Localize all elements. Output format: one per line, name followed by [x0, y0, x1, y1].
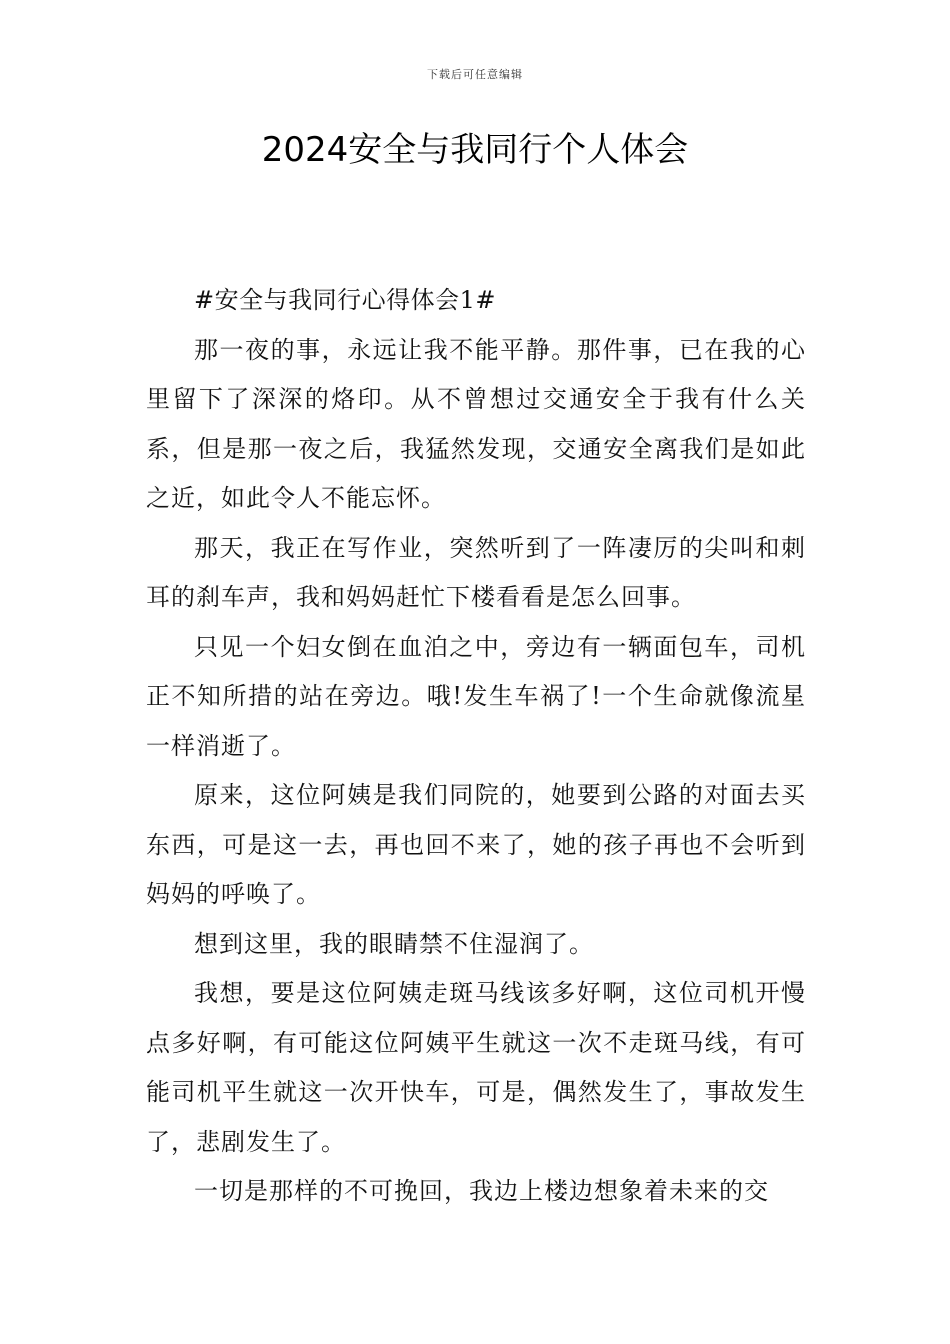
document-title: 2024安全与我同行个人体会: [261, 130, 689, 170]
paragraph: 原来，这位阿姨是我们同院的，她要到公路的对面去买东西，可是这一去，再也回不来了，她的孩子再也不会听到妈妈的呼唤了。: [146, 781, 806, 908]
paragraph: 那一夜的事，永远让我不能平静。那件事，已在我的心里留下了深深的烙印。从不曾想过交通安全于我有什么关系，但是那一夜之后，我猛然发现，交通安全离我们是如此之近，如此令人不能忘怀。: [146, 335, 806, 512]
paragraph: 那天，我正在写作业，突然听到了一阵凄厉的尖叫和刺耳的刹车声，我和妈妈赶忙下楼看看是怎么回事。: [146, 533, 806, 611]
header-note: 下载后可任意编辑: [427, 68, 523, 81]
paragraph: 只见一个妇女倒在血泊之中，旁边有一辆面包车，司机正不知所措的站在旁边。哦!发生车祸了!一个生命就像流星一样消逝了。: [146, 632, 806, 760]
document-body: [146, 276, 806, 1217]
paragraph: 一切是那样的不可挽回，我边上楼边想象着未来的交: [194, 1177, 769, 1205]
section-heading: #安全与我同行心得体会1#: [194, 286, 496, 314]
paragraph: 我想，要是这位阿姨走斑马线该多好啊，这位司机开慢点多好啊，有可能这位阿姨平生就这一次不走斑马线，有可能司机平生就这一次开快车，可是，偶然发生了，事故发生了，悲剧发生了。: [146, 979, 806, 1156]
paragraph: 想到这里，我的眼睛禁不住湿润了。: [194, 929, 594, 958]
